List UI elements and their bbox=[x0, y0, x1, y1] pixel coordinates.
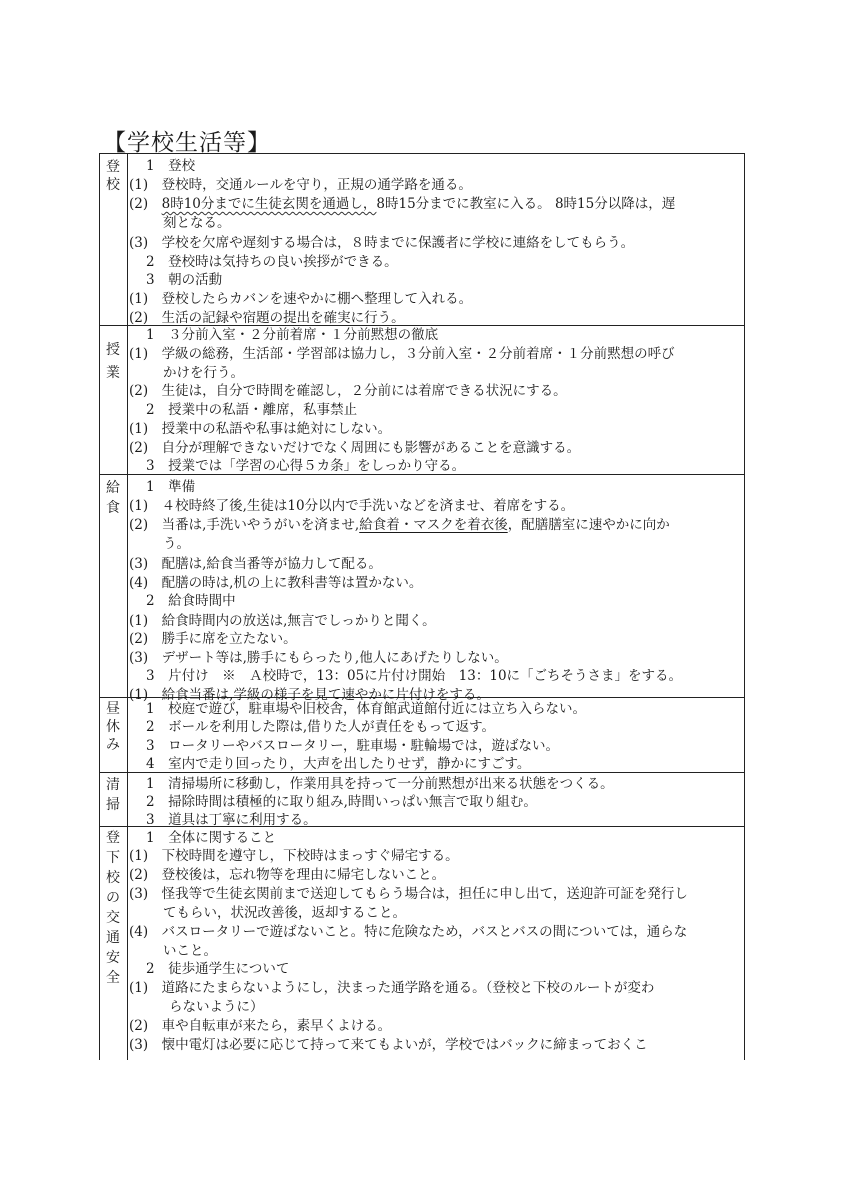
section-seisou bbox=[100, 773, 744, 827]
section-label bbox=[100, 326, 128, 474]
text-line: てもらい，状況改善後，返却すること。 bbox=[163, 905, 406, 921]
section-label-char: 登 bbox=[106, 159, 120, 175]
text-line: かけを行う。 bbox=[163, 365, 244, 381]
text-fragment: (2) bbox=[129, 196, 162, 212]
text-line: (2) 車や自転車が来たら，素早くよける。 bbox=[129, 1018, 392, 1034]
section-label-char: 休 bbox=[106, 719, 120, 735]
section-label-char: 通 bbox=[106, 930, 120, 946]
text-line: 1 ３分前入室・２分前着席・１分前黙想の徹底 bbox=[146, 327, 439, 343]
section-jugyou bbox=[100, 326, 744, 475]
text-line: 1 清掃場所に移動し，作業用具を持って一分前黙想が出来る状態をつくる。 bbox=[146, 776, 614, 792]
text-line: 刻となる。 bbox=[163, 215, 231, 231]
section-label-char: 安 bbox=[106, 950, 120, 966]
text-line: (1) 道路にたまらないようにし，決まった通学路を通る。（登校と下校のルートが変わ bbox=[129, 980, 655, 996]
section-label-char: 下 bbox=[106, 850, 120, 866]
text-line: (4) 配膳の時は,机の上に教科書等は置かない。 bbox=[129, 575, 423, 591]
section-label bbox=[100, 773, 128, 826]
section-body bbox=[129, 326, 744, 474]
page-title: 【学校生活等】 bbox=[103, 130, 271, 156]
school-life-table bbox=[99, 153, 745, 1060]
text-line: 1 準備 bbox=[146, 479, 196, 495]
section-label-char: 校 bbox=[106, 177, 120, 193]
text-line: いこと。 bbox=[163, 943, 217, 959]
text-line: (3) 学校を欠席や遅刻する場合は，８時までに保護者に学校に連絡をしてもらう。 bbox=[129, 235, 635, 251]
text-fragment: ，配膳膳室に速やかに向か bbox=[507, 517, 670, 533]
text-line: 4 室内で走り回ったり，大声を出したりせず，静かにすごす。 bbox=[146, 756, 531, 772]
text-line: (1) 学級の総務，生活部・学習部は協力し，３分前入室・２分前着席・１分前黙想の呼び bbox=[129, 346, 675, 362]
section-body bbox=[129, 154, 744, 325]
text-line: (1) 登校時，交通ルールを守り，正規の通学路を通る。 bbox=[129, 177, 472, 193]
section-body bbox=[129, 773, 744, 826]
text-line: 2 徒歩通学生について bbox=[146, 961, 290, 977]
text-line: (1) 給食時間内の放送は,無言でしっかりと聞く。 bbox=[129, 613, 436, 629]
section-kyushoku bbox=[100, 475, 744, 703]
text-line: 2 ボールを利用した際は,借りた人が責任をもって返す。 bbox=[146, 719, 496, 735]
text-line: (3) 懐中電灯は必要に応じて持って来てもよいが，学校ではバックに締まっておくこ bbox=[129, 1037, 648, 1053]
text-line bbox=[129, 195, 675, 213]
section-body bbox=[129, 475, 744, 703]
text-line: (3) 配膳は,給食当番等が協力して配る。 bbox=[129, 556, 382, 572]
section-label-char: 掃 bbox=[106, 797, 120, 813]
text-line: 3 道具は丁寧に利用する。 bbox=[146, 812, 317, 828]
section-label-char: 授 bbox=[106, 342, 120, 358]
section-label bbox=[100, 475, 128, 697]
section-label-char: 全 bbox=[106, 970, 120, 986]
section-label-char: 昼 bbox=[106, 701, 120, 717]
text-line: らないように） bbox=[169, 999, 264, 1015]
emphasized-text: 給食着・マスクを着衣後 bbox=[359, 517, 508, 533]
section-label-char: 業 bbox=[106, 365, 120, 381]
text-fragment: (2) 当番は,手洗いやうがいを済ませ, bbox=[129, 517, 360, 533]
section-label-char: 清 bbox=[106, 777, 120, 793]
text-line: (1) 授業中の私語や私事は絶対にしない。 bbox=[129, 421, 392, 437]
text-line: (1) 下校時間を遵守し，下校時はまっすぐ帰宅する。 bbox=[129, 848, 459, 864]
text-line: (2) 登校後は，忘れ物等を理由に帰宅しないこと。 bbox=[129, 867, 446, 883]
section-label-char: 給 bbox=[106, 480, 120, 496]
text-line: 1 登校 bbox=[146, 158, 196, 174]
section-label-char: み bbox=[106, 737, 120, 753]
section-label bbox=[100, 827, 128, 1060]
text-line: 3 授業では「学習の心得５カ条」をしっかり守る。 bbox=[146, 458, 466, 474]
text-line: (4) バスロータリーで遊ばないこと。特に危険なため，バスとバスの間については，通らな bbox=[129, 924, 688, 940]
text-line: 3 朝の活動 bbox=[146, 272, 223, 288]
text-line: (2) 勝手に席を立たない。 bbox=[129, 631, 297, 647]
section-label bbox=[100, 154, 128, 325]
emphasized-text: 8時10分までに生徒玄関を通過し， bbox=[161, 196, 377, 212]
text-line: (3) 怪我等で生徒玄関前まで送迎してもらう場合は，担任に申し出て，送迎許可証を発行し bbox=[129, 886, 688, 902]
section-label-char: の bbox=[106, 890, 120, 906]
text-line: (1) 給食当番は,学級の様子を見て速やかに片付けをする。 bbox=[129, 687, 490, 703]
text-line: 2 給食時間中 bbox=[146, 593, 236, 609]
text-line: 3 ロータリーやバスロータリー，駐車場・駐輪場では，遊ばない。 bbox=[146, 738, 560, 754]
section-body bbox=[129, 827, 744, 1060]
text-fragment: 8時15分までに教室に入る。 8時15分以降は，遅 bbox=[376, 196, 676, 212]
text-line: 1 校庭で遊び，駐車場や旧校舎，体育館武道館付近には立ち入らない。 bbox=[146, 701, 587, 717]
section-toukou bbox=[100, 154, 744, 326]
section-body bbox=[129, 698, 744, 772]
text-line: (2) 生徒は，自分で時間を確認し，２分前には着席できる状況にする。 bbox=[129, 383, 567, 399]
text-line: 2 授業中の私語・離席，私事禁止 bbox=[146, 402, 358, 418]
text-line: う。 bbox=[163, 536, 190, 552]
section-label-char: 食 bbox=[106, 500, 120, 516]
text-line bbox=[129, 516, 670, 534]
text-line: (2) 生活の記録や宿題の提出を確実に行う。 bbox=[129, 310, 405, 326]
text-line: 2 登校時は気持ちの良い挨拶ができる。 bbox=[146, 254, 398, 270]
text-line: (2) 自分が理解できないだけでなく周囲にも影響があることを意識する。 bbox=[129, 440, 581, 456]
section-label-char: 校 bbox=[106, 870, 120, 886]
text-line: (1) ４校時終了後,生徒は10分以内で手洗いなどを済ませ、着席をする。 bbox=[129, 498, 575, 514]
text-line: (3) デザート等は,勝手にもらったり,他人にあげたりしない。 bbox=[129, 650, 508, 666]
section-label-char: 交 bbox=[106, 910, 120, 926]
section-gekou bbox=[100, 827, 744, 1060]
text-line: 1 全体に関すること bbox=[146, 830, 277, 846]
section-label-char: 登 bbox=[106, 830, 120, 846]
section-label bbox=[100, 698, 128, 772]
text-line: 3 片付け ※ Ａ校時で，13：05に片付け開始 13：10に「ごちそうさま」をする。 bbox=[146, 668, 683, 684]
text-line: 2 掃除時間は積極的に取り組み,時間いっぱい無言で取り組む。 bbox=[146, 794, 537, 810]
text-line: (1) 登校したらカバンを速やかに棚へ整理して入れる。 bbox=[129, 291, 473, 307]
section-hiruyasumi bbox=[100, 698, 744, 773]
